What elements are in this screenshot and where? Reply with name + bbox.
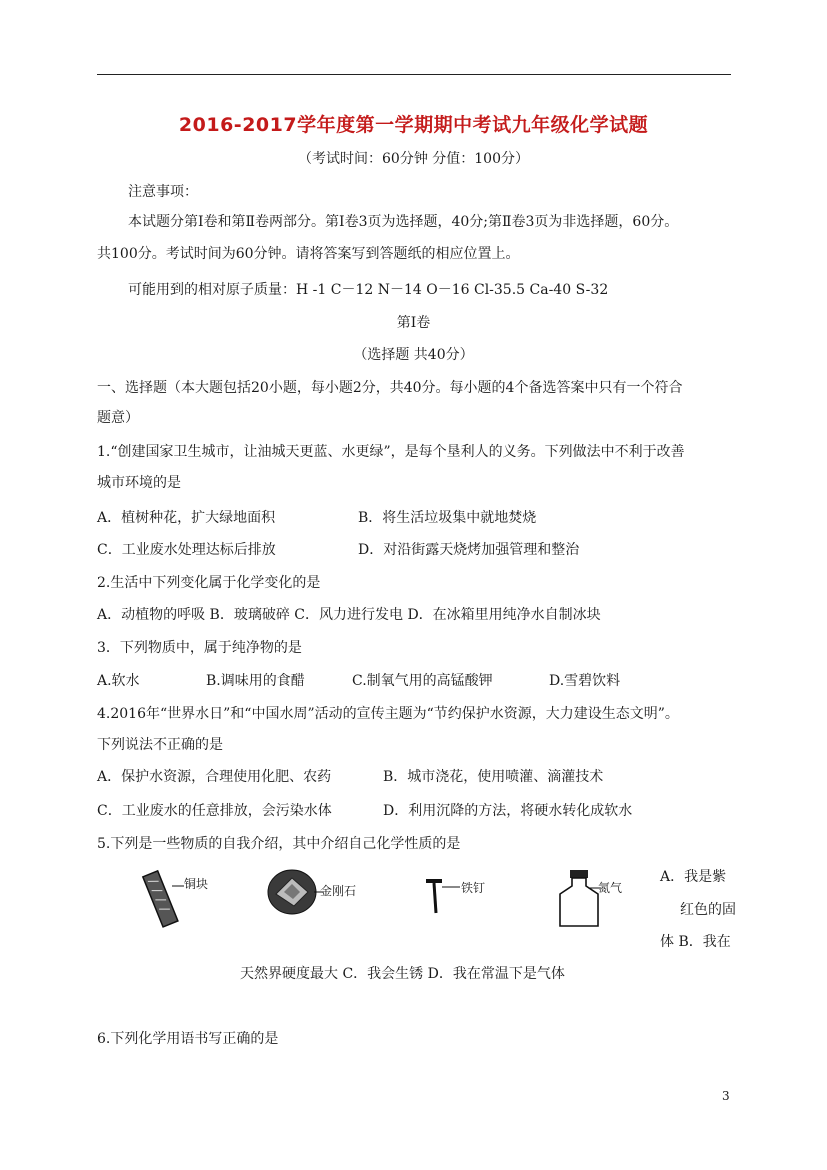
q5-side-line-3: 体 B．我在	[660, 934, 731, 950]
part-1-sub: （选择题 共40分）	[353, 347, 474, 363]
exam-subtitle: （考试时间：60分钟 分值：100分）	[298, 151, 529, 167]
iron-nail-image	[420, 875, 464, 917]
header-rule	[97, 74, 731, 75]
q5-side-line-2: 红色的固	[680, 902, 736, 918]
q5-options-tail: 天然界硬度最大 C．我会生锈 D．我在常温下是气体	[240, 966, 565, 982]
diamond-label: 金刚石	[320, 884, 357, 898]
diamond-image	[266, 866, 326, 918]
notice-line-2: 共100分。考试时间为60分钟。请将答案写到答题纸的相应位置上。	[97, 246, 520, 262]
q5-side-line-1: A．我是紫	[660, 869, 727, 885]
q4-option-b: B．城市浇花，使用喷灌、滴灌技术	[383, 769, 604, 785]
q1-option-a: A．植树种花，扩大绿地面积	[97, 510, 276, 526]
notice-heading: 注意事项：	[128, 184, 198, 200]
section-1-line-2: 题意）	[97, 410, 139, 426]
nitrogen-bottle-image	[556, 868, 606, 930]
q4-stem-2: 下列说法不正确的是	[97, 737, 223, 753]
copper-label: 铜块	[184, 877, 209, 891]
q1-stem-2: 城市环境的是	[97, 475, 181, 491]
q3-stem: 3．下列物质中，属于纯净物的是	[97, 640, 302, 656]
section-1-line-1: 一、选择题（本大题包括20小题，每小题2分，共40分。每小题的4个备选答案中只有一个符合	[97, 380, 683, 396]
q4-stem-1: 4.2016年“世界水日”和“中国水周”活动的宣传主题为“节约保护水资源，大力建设生态文明”。	[97, 706, 679, 722]
q3-option-d: D.雪碧饮料	[549, 673, 621, 689]
q2-stem: 2.生活中下列变化属于化学变化的是	[97, 575, 321, 591]
exam-title: 2016-2017学年度第一学期期中考试九年级化学试题	[178, 114, 649, 136]
q4-option-a: A．保护水资源，合理使用化肥、农药	[97, 769, 332, 785]
iron-nail-label: 铁钉	[461, 881, 486, 895]
q1-option-b: B．将生活垃圾集中就地焚烧	[358, 510, 537, 526]
page-number: 3	[722, 1089, 730, 1103]
q3-option-c: C.制氧气用的高锰酸钾	[352, 673, 493, 689]
q2-options: A．动植物的呼吸 B．玻璃破碎 C．风力进行发电 D．在冰箱里用纯净水自制冰块	[97, 607, 601, 623]
nitrogen-label: 氮气	[598, 881, 623, 895]
q6-stem: 6.下列化学用语书写正确的是	[97, 1031, 279, 1047]
atomic-masses: 可能用到的相对原子质量：H -1 C－12 N－14 O－16 Cl-35.5 Ca-40 S-32	[128, 282, 609, 298]
q4-option-c: C．工业废水的任意排放，会污染水体	[97, 803, 332, 819]
q1-stem-1: 1.“创建国家卫生城市，让油城天更蓝、水更绿”，是每个垦利人的义务。下列做法中不利于改善	[97, 444, 685, 460]
q5-stem: 5.下列是一些物质的自我介绍，其中介绍自己化学性质的是	[97, 836, 461, 852]
notice-line-1: 本试题分第Ⅰ卷和第Ⅱ卷两部分。第Ⅰ卷3页为选择题，40分;第Ⅱ卷3页为非选择题，60分。	[128, 214, 679, 230]
q1-option-d: D．对沿街露天烧烤加强管理和整治	[358, 542, 580, 558]
q4-option-d: D．利用沉降的方法，将硬水转化成软水	[383, 803, 633, 819]
q1-option-c: C．工业废水处理达标后排放	[97, 542, 276, 558]
part-1-label: 第Ⅰ卷	[396, 315, 431, 331]
q3-option-a: A.软水	[97, 673, 140, 689]
q3-option-b: B.调味用的食醋	[206, 673, 305, 689]
